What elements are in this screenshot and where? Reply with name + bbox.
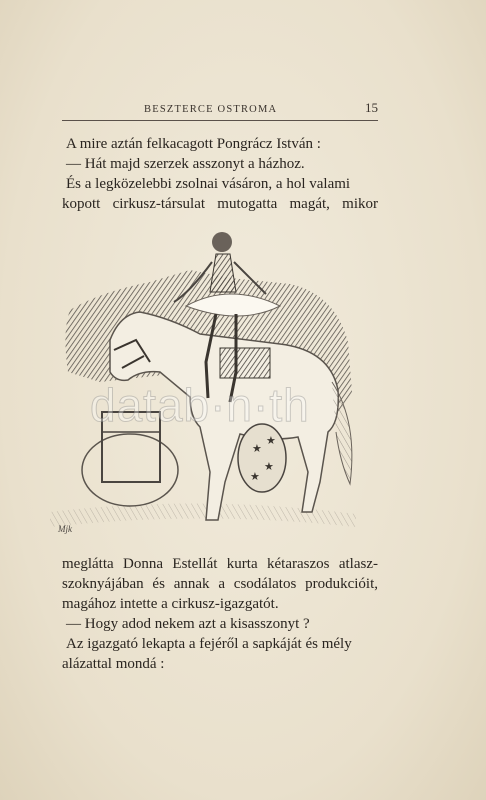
text-line: És a legközelebbi zsolnai vásáron, a hol valami (66, 176, 351, 192)
text-top (62, 134, 378, 214)
svg-text:★: ★ (266, 435, 276, 447)
running-title: BESZTERCE OSTROMA (144, 104, 278, 115)
text-line: meglátta Donna Estellát kurta kétaraszos atlasz- (62, 556, 378, 572)
saddle (220, 348, 270, 378)
text-line: szoknyájában és annak a csodálatos produkcióit, (62, 576, 378, 592)
svg-text:★: ★ (264, 461, 274, 473)
svg-text:★: ★ (252, 443, 262, 455)
text-line: — Hát majd szerzek asszonyt a házhoz. (66, 156, 305, 172)
hoop (82, 434, 178, 506)
rider-torso (210, 254, 236, 292)
text-bottom (62, 554, 378, 674)
svg-text:★: ★ (250, 471, 260, 483)
rider-head (212, 232, 232, 252)
watermark: datab·n·th (90, 379, 310, 431)
text-line: magához intette a cirkusz-igazgatót. (62, 596, 279, 612)
page-header (62, 102, 378, 121)
text-line: Az igazgató lekapta a fejéről a sapkáját és mély (66, 636, 352, 652)
artist-signature: Mjk (58, 524, 72, 534)
text-line: alázattal mondá : (62, 656, 165, 672)
text-line: kopott cirkusz-társulat mutogatta magát, mikor (62, 196, 378, 212)
text-line: — Hogy adod nekem azt a kisasszonyt ? (66, 616, 310, 632)
page-number: 15 (365, 100, 378, 115)
text-line: A mire aztán felkacagott Pongrácz István : (66, 136, 321, 152)
